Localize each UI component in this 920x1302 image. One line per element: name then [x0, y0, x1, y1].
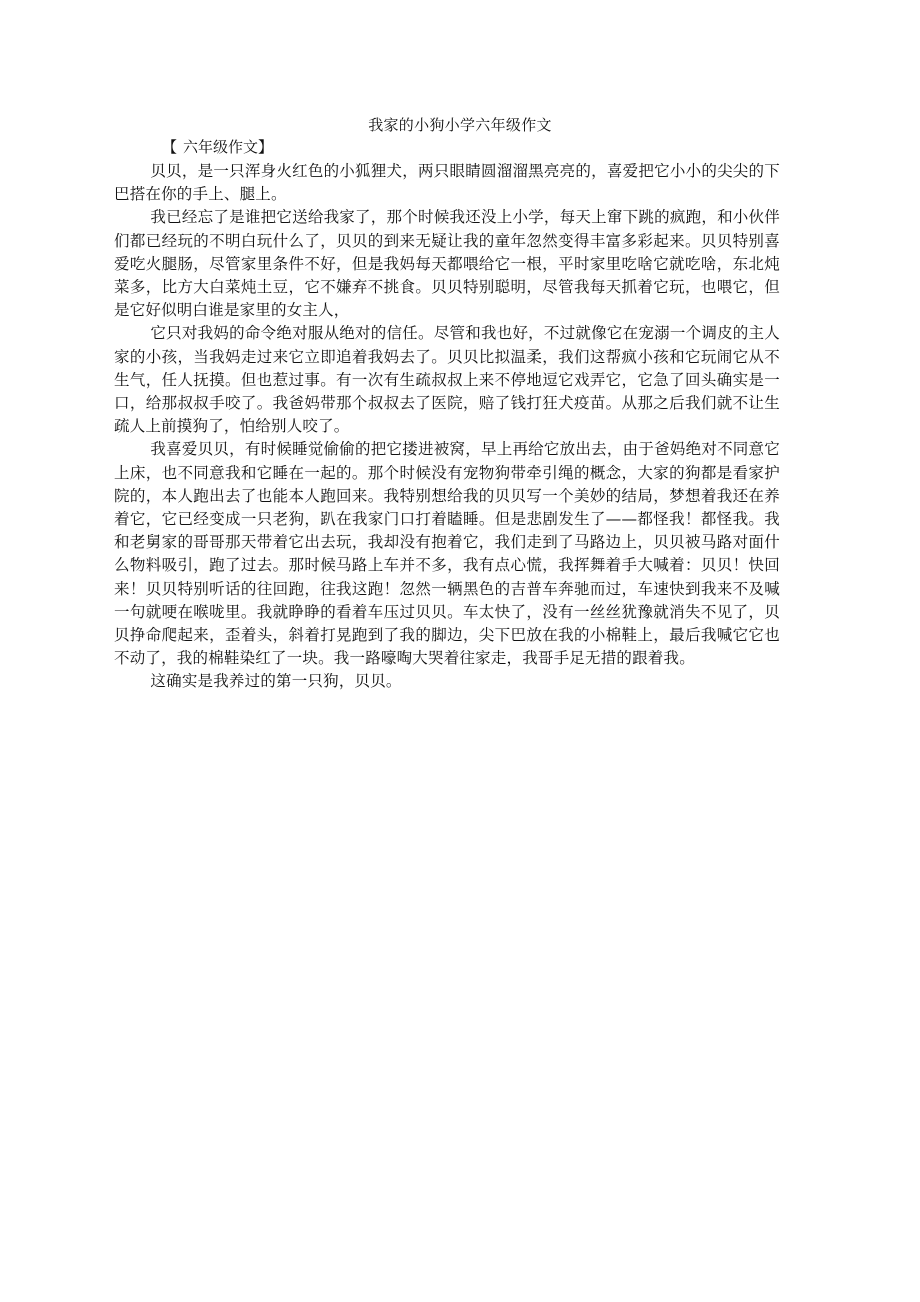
document-title: 我家的小狗小学六年级作文 — [368, 116, 552, 134]
paragraph-1: 贝贝，是一只浑身火红色的小狐狸犬，两只眼睛圆溜溜黑亮亮的，喜爱把它小小的尖尖的下巴搭在你的手上、腿上。 — [114, 162, 780, 204]
paragraph-2: 我已经忘了是谁把它送给我家了，那个时候我还没上小学，每天上窜下跳的疯跑，和小伙伴们都已经玩的不明白玩什么了，贝贝的到来无疑让我的童年忽然变得丰富多彩起来。贝贝特别喜爱吃火腿肠，尽管家里条件不好，但是我妈每天都喂给它一根，平时家里吃啥它就吃啥，东北炖菜多，比方大白菜炖土豆，它不嫌弃不挑食。贝贝特别聪明，尽管我每天抓着它玩，也喂它，但是它好似明白谁是家里的女主人， — [114, 208, 780, 320]
category-tag — [162, 136, 273, 159]
category-open-bracket: 【 — [162, 138, 178, 156]
paragraph-4: 我喜爱贝贝，有时候睡觉偷偷的把它搂进被窝，早上再给它放出去，由于爸妈绝对不同意它上床，也不同意我和它睡在一起的。那个时候没有宠物狗带牵引绳的概念，大家的狗都是看家护院的，本人跑出去了也能本人跑回来。我特别想给我的贝贝写一个美妙的结局，梦想着我还在养着它，它已经变成一只老狗，趴在我家门口打着瞌睡。但是悲剧发生了——都怪我！都怪我。我和老舅家的哥哥那天带着它出去玩，我却没有抱着它，我们走到了马路边上，贝贝被马路对面什么物料吸引，跑了过去。那时候马路上车并不多，我有点心慌，我挥舞着手大喊着：贝贝！快回来！贝贝特别听话的往回跑，往我这跑！忽然一辆黑色的吉普车奔驰而过，车速快到我来不及喊一句就哽在喉咙里。我就睁睁的看着车压过贝贝。车太快了，没有一丝丝犹豫就消失不见了，贝贝挣命爬起来，歪着头，斜着打晃跑到了我的脚边，尖下巴放在我的小棉鞋上，最后我喊它它也不动了，我的棉鞋染红了一块。我一路嚎啕大哭着往家走，我哥手足无措的跟着我。 — [114, 440, 780, 668]
paragraph-3: 它只对我妈的命令绝对服从绝对的信任。尽管和我也好，不过就像它在宠溺一个调皮的主人家的小孩，当我妈走过来它立即追着我妈去了。贝贝比拟温柔，我们这帮疯小孩和它玩闹它从不生气，任人抚摸。但也惹过事。有一次有生疏叔叔上来不停地逗它戏弄它，它急了回头确实是一口，给那叔叔手咬了。我爸妈带那个叔叔去了医院，赔了钱打狂犬疫苗。从那之后我们就不让生疏人上前摸狗了，怕给别人咬了。 — [114, 324, 780, 436]
paragraph-5: 这确实是我养过的第一只狗，贝贝。 — [150, 672, 402, 691]
category-close-bracket: 】 — [258, 138, 274, 156]
article-body — [114, 160, 780, 694]
category-label: 六年级作文 — [183, 138, 259, 156]
